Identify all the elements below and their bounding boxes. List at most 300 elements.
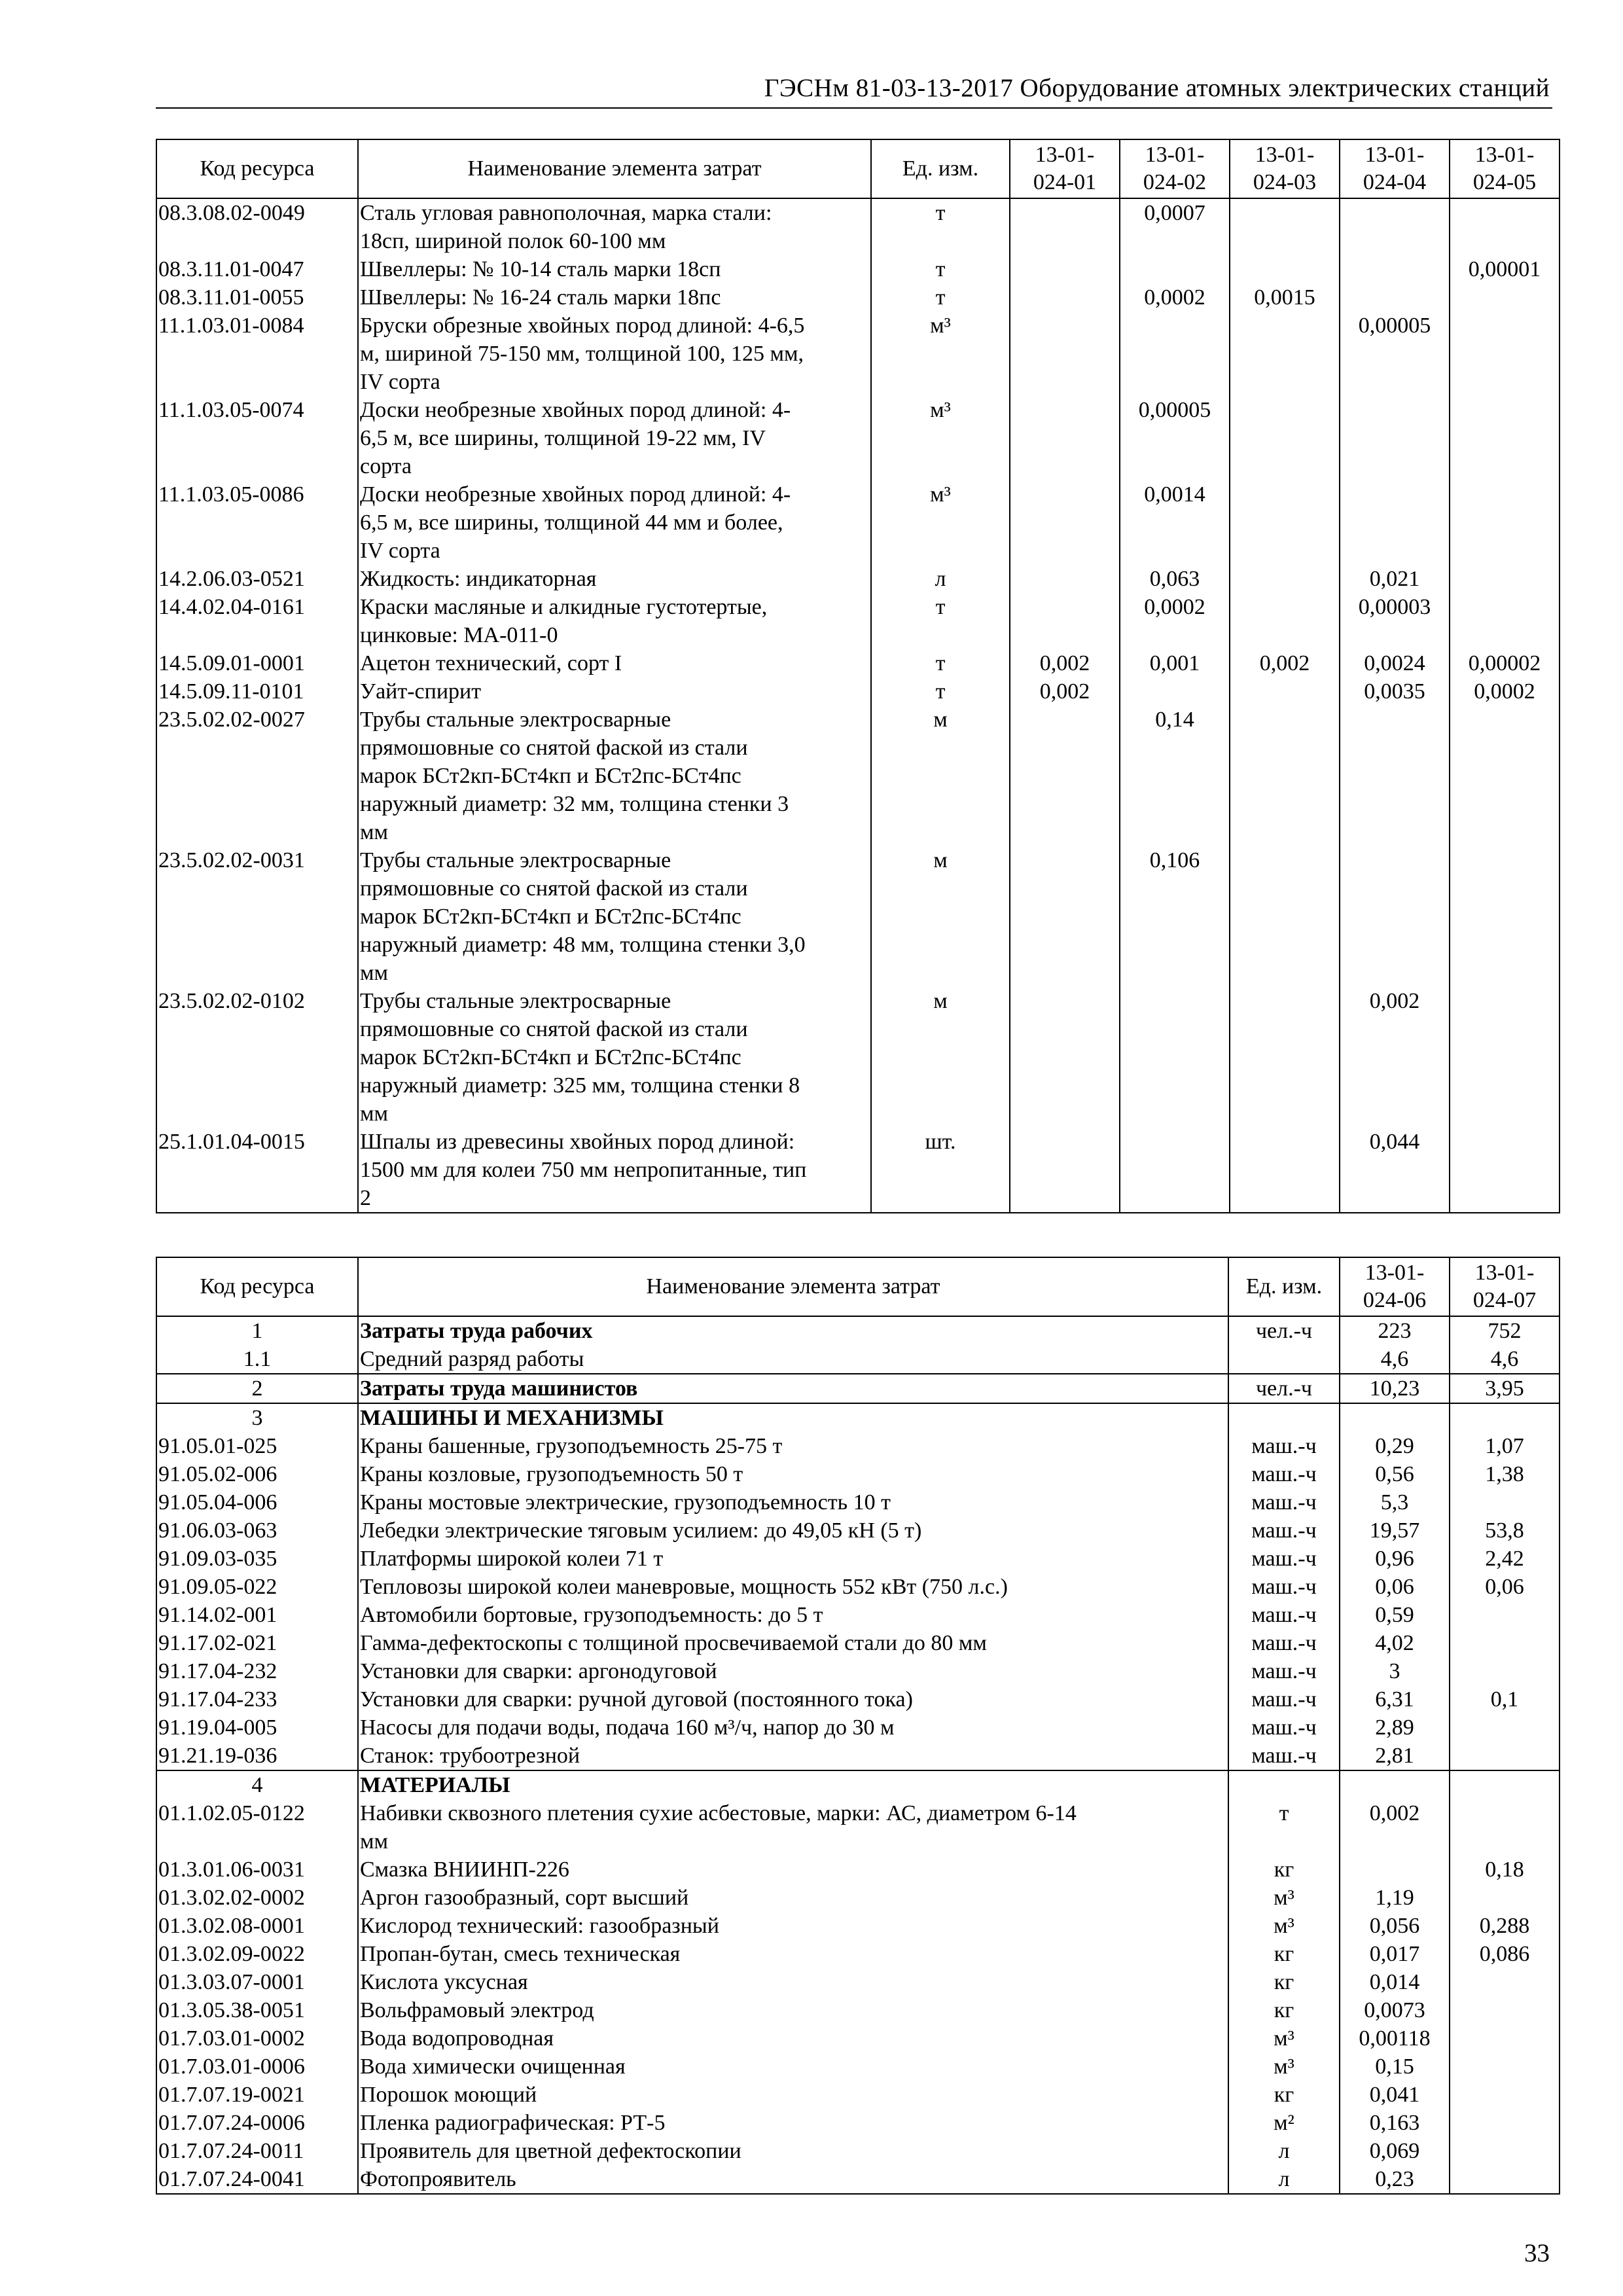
table-row <box>156 396 1560 480</box>
resource-code-cell: 01.7.03.01-0002 <box>156 2024 358 2053</box>
unit-cell: чел.-ч <box>1228 1316 1340 1345</box>
value-cell: 0,056 <box>1340 1912 1450 1940</box>
column-header: 13-01- 024-02 <box>1120 139 1230 198</box>
table-row <box>156 565 1560 593</box>
resource-code-cell: 25.1.01.04-0015 <box>156 1128 358 1213</box>
value-cell <box>1010 846 1120 987</box>
resource-code-cell: 91.17.02-021 <box>156 1629 358 1657</box>
value-cell <box>1010 593 1120 649</box>
unit-cell <box>1228 1403 1340 1432</box>
table-row <box>156 649 1560 677</box>
unit-cell: м² <box>1228 2109 1340 2137</box>
value-cell: 0,002 <box>1010 677 1120 706</box>
value-cell <box>1450 593 1560 649</box>
resource-table-2 <box>156 1257 1560 2195</box>
table-row <box>156 1573 1560 1601</box>
value-cell <box>1450 1770 1560 1799</box>
value-cell: 0,0002 <box>1120 593 1230 649</box>
value-cell <box>1230 846 1340 987</box>
resource-name-cell: Пленка радиографическая: РТ-5 <box>358 2109 1228 2137</box>
resource-code-cell: 91.19.04-005 <box>156 1713 358 1742</box>
resource-code-cell: 14.5.09.01-0001 <box>156 649 358 677</box>
value-cell: 0,002 <box>1340 987 1450 1128</box>
resource-name-cell: Сталь угловая равнополочная, марка стали: 18сп, шириной полок 60-100 мм <box>358 198 871 255</box>
value-cell: 0,017 <box>1340 1940 1450 1968</box>
value-cell: 0,041 <box>1340 2081 1450 2109</box>
value-cell: 3 <box>1340 1657 1450 1685</box>
unit-cell: маш.-ч <box>1228 1657 1340 1685</box>
table-row <box>156 1128 1560 1213</box>
unit-cell: чел.-ч <box>1228 1374 1340 1403</box>
resource-name-cell: Швеллеры: № 10-14 сталь марки 18сп <box>358 255 871 283</box>
value-cell <box>1010 706 1120 846</box>
value-cell: 0,063 <box>1120 565 1230 593</box>
resource-code-cell: 1 <box>156 1316 358 1345</box>
resource-code-cell: 14.2.06.03-0521 <box>156 565 358 593</box>
value-cell: 223 <box>1340 1316 1450 1345</box>
resource-name-cell: Проявитель для цветной дефектоскопии <box>358 2137 1228 2165</box>
table-row <box>156 1545 1560 1573</box>
value-cell <box>1450 1403 1560 1432</box>
unit-cell: м³ <box>871 396 1010 480</box>
value-cell <box>1450 312 1560 396</box>
value-cell <box>1450 198 1560 255</box>
value-cell: 0,288 <box>1450 1912 1560 1940</box>
value-cell <box>1230 987 1340 1128</box>
resource-name-cell: Уайт-спирит <box>358 677 871 706</box>
column-header: Ед. изм. <box>871 139 1010 198</box>
value-cell <box>1230 706 1340 846</box>
value-cell <box>1340 480 1450 565</box>
value-cell <box>1450 565 1560 593</box>
value-cell <box>1010 480 1120 565</box>
resource-name-cell: Бруски обрезные хвойных пород длиной: 4-6,5 м, шириной 75-150 мм, толщиной 100, 125 мм, IV сорта <box>358 312 871 396</box>
value-cell <box>1230 677 1340 706</box>
table-row <box>156 1884 1560 1912</box>
unit-cell: шт. <box>871 1128 1010 1213</box>
resource-name-cell: Краны козловые, грузоподъемность 50 т <box>358 1460 1228 1488</box>
value-cell: 0,59 <box>1340 1601 1450 1629</box>
value-cell: 0,106 <box>1120 846 1230 987</box>
value-cell <box>1450 1601 1560 1629</box>
resource-code-cell: 01.3.02.08-0001 <box>156 1912 358 1940</box>
unit-cell: т <box>871 198 1010 255</box>
value-cell <box>1450 283 1560 312</box>
value-cell <box>1450 1128 1560 1213</box>
table-row <box>156 593 1560 649</box>
value-cell: 0,00118 <box>1340 2024 1450 2053</box>
resource-code-cell: 01.1.02.05-0122 <box>156 1799 358 1856</box>
unit-cell: маш.-ч <box>1228 1516 1340 1545</box>
resource-name-cell: Набивки сквозного плетения сухие асбестовые, марки: АС, диаметром 6-14 мм <box>358 1799 1228 1856</box>
resource-name-cell: Лебедки электрические тяговым усилием: до 49,05 кН (5 т) <box>358 1516 1228 1545</box>
table-row <box>156 1403 1560 1432</box>
resource-name-cell: Установки для сварки: ручной дуговой (постоянного тока) <box>358 1685 1228 1713</box>
value-cell <box>1230 565 1340 593</box>
value-cell: 0,0002 <box>1450 677 1560 706</box>
value-cell: 0,00003 <box>1340 593 1450 649</box>
unit-cell: м <box>871 987 1010 1128</box>
resource-code-cell: 1.1 <box>156 1345 358 1374</box>
header-divider <box>156 107 1552 109</box>
value-cell: 6,31 <box>1340 1685 1450 1713</box>
value-cell <box>1340 198 1450 255</box>
unit-cell: л <box>1228 2137 1340 2165</box>
table-row <box>156 1968 1560 1996</box>
resource-name-cell: Вода водопроводная <box>358 2024 1228 2053</box>
unit-cell: т <box>871 677 1010 706</box>
resource-name-cell: Установки для сварки: аргонодуговой <box>358 1657 1228 1685</box>
value-cell: 0,56 <box>1340 1460 1450 1488</box>
unit-cell: т <box>871 255 1010 283</box>
value-cell: 0,002 <box>1340 1799 1450 1856</box>
table-row <box>156 1432 1560 1460</box>
table-row <box>156 846 1560 987</box>
unit-cell: кг <box>1228 1996 1340 2024</box>
resource-code-cell: 91.17.04-232 <box>156 1657 358 1685</box>
table-row <box>156 1460 1560 1488</box>
value-cell <box>1340 1403 1450 1432</box>
resource-code-cell: 01.3.03.07-0001 <box>156 1968 358 1996</box>
value-cell: 0,002 <box>1230 649 1340 677</box>
resource-name-cell: Средний разряд работы <box>358 1345 1228 1374</box>
table-row <box>156 283 1560 312</box>
value-cell <box>1340 706 1450 846</box>
resource-name-cell: Краны мостовые электрические, грузоподъемность 10 т <box>358 1488 1228 1516</box>
value-cell: 2,89 <box>1340 1713 1450 1742</box>
value-cell <box>1340 283 1450 312</box>
resource-code-cell: 08.3.11.01-0055 <box>156 283 358 312</box>
table-header-row <box>156 139 1560 198</box>
resource-code-cell: 01.7.07.24-0006 <box>156 2109 358 2137</box>
table-row <box>156 677 1560 706</box>
value-cell: 0,00001 <box>1450 255 1560 283</box>
value-cell <box>1010 1128 1120 1213</box>
unit-cell: м³ <box>1228 2024 1340 2053</box>
resource-name-cell: Затраты труда рабочих <box>358 1316 1228 1345</box>
value-cell: 0,96 <box>1340 1545 1450 1573</box>
value-cell: 0,086 <box>1450 1940 1560 1968</box>
value-cell <box>1450 1629 1560 1657</box>
value-cell <box>1120 255 1230 283</box>
value-cell: 0,0002 <box>1120 283 1230 312</box>
resource-name-cell: Затраты труда машинистов <box>358 1374 1228 1403</box>
resource-code-cell: 91.09.05-022 <box>156 1573 358 1601</box>
unit-cell: маш.-ч <box>1228 1713 1340 1742</box>
resource-code-cell: 91.09.03-035 <box>156 1545 358 1573</box>
resource-table-1 <box>156 139 1560 1213</box>
value-cell <box>1450 2165 1560 2194</box>
resource-name-cell: Фотопроявитель <box>358 2165 1228 2194</box>
table-row <box>156 1799 1560 1856</box>
table-row <box>156 1657 1560 1685</box>
unit-cell: кг <box>1228 1856 1340 1884</box>
value-cell: 1,38 <box>1450 1460 1560 1488</box>
resource-name-cell: Доски необрезные хвойных пород длиной: 4- 6,5 м, все ширины, толщиной 44 мм и более, IV сорта <box>358 480 871 565</box>
resource-code-cell: 01.3.02.02-0002 <box>156 1884 358 1912</box>
value-cell: 0,0014 <box>1120 480 1230 565</box>
value-cell: 1,07 <box>1450 1432 1560 1460</box>
resource-name-cell: Вольфрамовый электрод <box>358 1996 1228 2024</box>
value-cell <box>1340 1770 1450 1799</box>
value-cell: 0,001 <box>1120 649 1230 677</box>
unit-cell: маш.-ч <box>1228 1629 1340 1657</box>
value-cell: 2,42 <box>1450 1545 1560 1573</box>
value-cell <box>1120 1128 1230 1213</box>
resource-code-cell: 14.5.09.11-0101 <box>156 677 358 706</box>
unit-cell: маш.-ч <box>1228 1545 1340 1573</box>
page-header-title: ГЭСНм 81-03-13-2017 Оборудование атомных электрических станций <box>764 74 1550 102</box>
table-row <box>156 1996 1560 2024</box>
value-cell: 0,0035 <box>1340 677 1450 706</box>
value-cell <box>1010 396 1120 480</box>
value-cell: 4,6 <box>1340 1345 1450 1374</box>
value-cell: 0,0024 <box>1340 649 1450 677</box>
resource-code-cell: 11.1.03.05-0086 <box>156 480 358 565</box>
resource-code-cell: 11.1.03.05-0074 <box>156 396 358 480</box>
resource-code-cell: 91.05.01-025 <box>156 1432 358 1460</box>
value-cell: 0,163 <box>1340 2109 1450 2137</box>
column-header: Код ресурса <box>156 1257 358 1316</box>
value-cell: 0,069 <box>1340 2137 1450 2165</box>
value-cell <box>1230 255 1340 283</box>
value-cell: 0,15 <box>1340 2053 1450 2081</box>
value-cell: 0,00002 <box>1450 649 1560 677</box>
resource-code-cell: 01.7.07.24-0011 <box>156 2137 358 2165</box>
table-row <box>156 2024 1560 2053</box>
table-row <box>156 1316 1560 1345</box>
resource-name-cell: МАШИНЫ И МЕХАНИЗМЫ <box>358 1403 1228 1432</box>
value-cell <box>1120 677 1230 706</box>
resource-name-cell: Станок: трубоотрезной <box>358 1742 1228 1770</box>
table-row <box>156 1940 1560 1968</box>
resource-name-cell: Жидкость: индикаторная <box>358 565 871 593</box>
resource-code-cell: 91.05.04-006 <box>156 1488 358 1516</box>
unit-cell: кг <box>1228 1968 1340 1996</box>
unit-cell: т <box>871 283 1010 312</box>
value-cell <box>1450 987 1560 1128</box>
value-cell <box>1340 396 1450 480</box>
value-cell <box>1010 198 1120 255</box>
value-cell <box>1230 480 1340 565</box>
unit-cell: кг <box>1228 2081 1340 2109</box>
value-cell <box>1230 396 1340 480</box>
resource-name-cell: Трубы стальные электросварные прямошовные со снятой фаской из стали марок БСт2кп-БСт4кп и БСт2пс-БСт4пс наружный диаметр: 325 мм, толщина стенки 8 мм <box>358 987 871 1128</box>
resource-code-cell: 4 <box>156 1770 358 1799</box>
value-cell <box>1450 846 1560 987</box>
value-cell <box>1340 1856 1450 1884</box>
resource-name-cell: Порошок моющий <box>358 2081 1228 2109</box>
resource-name-cell: Кислота уксусная <box>358 1968 1228 1996</box>
value-cell: 0,00005 <box>1340 312 1450 396</box>
table-row <box>156 2165 1560 2194</box>
value-cell: 0,0007 <box>1120 198 1230 255</box>
value-cell: 4,02 <box>1340 1629 1450 1657</box>
value-cell: 0,014 <box>1340 1968 1450 1996</box>
value-cell <box>1010 565 1120 593</box>
value-cell <box>1450 1488 1560 1516</box>
value-cell: 0,14 <box>1120 706 1230 846</box>
value-cell: 53,8 <box>1450 1516 1560 1545</box>
resource-name-cell: Краски масляные и алкидные густотертые, цинковые: МА-011-0 <box>358 593 871 649</box>
table-row <box>156 2081 1560 2109</box>
unit-cell: маш.-ч <box>1228 1573 1340 1601</box>
unit-cell: м³ <box>1228 1884 1340 1912</box>
resource-code-cell: 91.17.04-233 <box>156 1685 358 1713</box>
unit-cell: маш.-ч <box>1228 1601 1340 1629</box>
value-cell <box>1450 480 1560 565</box>
value-cell: 0,06 <box>1340 1573 1450 1601</box>
value-cell <box>1450 1742 1560 1770</box>
resource-name-cell: Гамма-дефектоскопы с толщиной просвечиваемой стали до 80 мм <box>358 1629 1228 1657</box>
value-cell <box>1230 1128 1340 1213</box>
unit-cell <box>1228 1770 1340 1799</box>
value-cell <box>1450 1799 1560 1856</box>
resource-code-cell: 11.1.03.01-0084 <box>156 312 358 396</box>
resource-code-cell: 91.06.03-063 <box>156 1516 358 1545</box>
value-cell: 0,002 <box>1010 649 1120 677</box>
table-row <box>156 1345 1560 1374</box>
value-cell <box>1340 846 1450 987</box>
resource-name-cell: Смазка ВНИИНП-226 <box>358 1856 1228 1884</box>
resource-name-cell: Аргон газообразный, сорт высший <box>358 1884 1228 1912</box>
unit-cell: л <box>871 565 1010 593</box>
value-cell: 0,06 <box>1450 1573 1560 1601</box>
unit-cell: кг <box>1228 1940 1340 1968</box>
resource-name-cell: Краны башенные, грузоподъемность 25-75 т <box>358 1432 1228 1460</box>
value-cell <box>1450 1657 1560 1685</box>
resource-code-cell: 23.5.02.02-0027 <box>156 706 358 846</box>
value-cell: 752 <box>1450 1316 1560 1345</box>
unit-cell: т <box>871 593 1010 649</box>
value-cell <box>1450 1968 1560 1996</box>
unit-cell: т <box>871 649 1010 677</box>
resource-code-cell: 01.7.07.24-0041 <box>156 2165 358 2194</box>
resource-name-cell: Доски необрезные хвойных пород длиной: 4- 6,5 м, все ширины, толщиной 19-22 мм, IV сорта <box>358 396 871 480</box>
value-cell: 0,1 <box>1450 1685 1560 1713</box>
value-cell: 2,81 <box>1340 1742 1450 1770</box>
resource-name-cell: Автомобили бортовые, грузоподъемность: до 5 т <box>358 1601 1228 1629</box>
table-row <box>156 1856 1560 1884</box>
value-cell <box>1450 706 1560 846</box>
value-cell: 0,18 <box>1450 1856 1560 1884</box>
table-row <box>156 2109 1560 2137</box>
column-header: Наименование элемента затрат <box>358 139 871 198</box>
value-cell: 0,044 <box>1340 1128 1450 1213</box>
table-row <box>156 987 1560 1128</box>
value-cell <box>1010 987 1120 1128</box>
table-row <box>156 1488 1560 1516</box>
resource-code-cell: 23.5.02.02-0102 <box>156 987 358 1128</box>
value-cell: 1,19 <box>1340 1884 1450 1912</box>
value-cell: 0,021 <box>1340 565 1450 593</box>
resource-code-cell: 01.3.05.38-0051 <box>156 1996 358 2024</box>
unit-cell: маш.-ч <box>1228 1685 1340 1713</box>
value-cell <box>1450 2137 1560 2165</box>
resource-name-cell: Трубы стальные электросварные прямошовные со снятой фаской из стали марок БСт2кп-БСт4кп и БСт2пс-БСт4пс наружный диаметр: 32 мм, толщина стенки 3 мм <box>358 706 871 846</box>
value-cell <box>1450 2081 1560 2109</box>
column-header: Код ресурса <box>156 139 358 198</box>
value-cell: 0,0073 <box>1340 1996 1450 2024</box>
value-cell: 10,23 <box>1340 1374 1450 1403</box>
value-cell <box>1230 593 1340 649</box>
resource-code-cell: 01.7.07.19-0021 <box>156 2081 358 2109</box>
unit-cell: м <box>871 706 1010 846</box>
value-cell: 0,29 <box>1340 1432 1450 1460</box>
unit-cell: т <box>1228 1799 1340 1856</box>
table-header-row <box>156 1257 1560 1316</box>
resource-name-cell: Вода химически очищенная <box>358 2053 1228 2081</box>
unit-cell <box>1228 1345 1340 1374</box>
table-row <box>156 1713 1560 1742</box>
unit-cell: маш.-ч <box>1228 1432 1340 1460</box>
unit-cell: м³ <box>1228 1912 1340 1940</box>
value-cell <box>1010 255 1120 283</box>
value-cell: 3,95 <box>1450 1374 1560 1403</box>
table-row <box>156 198 1560 255</box>
table-row <box>156 1912 1560 1940</box>
resource-name-cell: Трубы стальные электросварные прямошовные со снятой фаской из стали марок БСт2кп-БСт4кп и БСт2пс-БСт4пс наружный диаметр: 48 мм, толщина стенки 3,0 мм <box>358 846 871 987</box>
table-row <box>156 2137 1560 2165</box>
resource-code-cell: 08.3.11.01-0047 <box>156 255 358 283</box>
value-cell <box>1230 312 1340 396</box>
value-cell: 5,3 <box>1340 1488 1450 1516</box>
unit-cell: м³ <box>871 480 1010 565</box>
table-row <box>156 1770 1560 1799</box>
table-row <box>156 1374 1560 1403</box>
unit-cell: маш.-ч <box>1228 1460 1340 1488</box>
value-cell <box>1120 987 1230 1128</box>
column-header: 13-01- 024-05 <box>1450 139 1560 198</box>
column-header: 13-01- 024-03 <box>1230 139 1340 198</box>
table-row <box>156 2053 1560 2081</box>
resource-name-cell: Платформы широкой колеи 71 т <box>358 1545 1228 1573</box>
resource-name-cell: Тепловозы широкой колеи маневровые, мощность 552 кВт (750 л.с.) <box>358 1573 1228 1601</box>
value-cell <box>1340 255 1450 283</box>
unit-cell: маш.-ч <box>1228 1742 1340 1770</box>
resource-code-cell: 2 <box>156 1374 358 1403</box>
unit-cell: маш.-ч <box>1228 1488 1340 1516</box>
column-header: 13-01- 024-06 <box>1340 1257 1450 1316</box>
resource-code-cell: 91.21.19-036 <box>156 1742 358 1770</box>
resource-code-cell: 08.3.08.02-0049 <box>156 198 358 255</box>
value-cell <box>1450 1996 1560 2024</box>
value-cell: 0,00005 <box>1120 396 1230 480</box>
resource-code-cell: 01.3.02.09-0022 <box>156 1940 358 1968</box>
value-cell: 19,57 <box>1340 1516 1450 1545</box>
page-number: 33 <box>1524 2239 1550 2267</box>
unit-cell: м³ <box>871 312 1010 396</box>
unit-cell: м³ <box>1228 2053 1340 2081</box>
value-cell <box>1450 2024 1560 2053</box>
resource-name-cell: Шпалы из древесины хвойных пород длиной: 1500 мм для колеи 750 мм непропитанные, тип 2 <box>358 1128 871 1213</box>
table-row <box>156 1685 1560 1713</box>
value-cell <box>1450 1713 1560 1742</box>
unit-cell: м <box>871 846 1010 987</box>
table-row <box>156 255 1560 283</box>
resource-name-cell: Швеллеры: № 16-24 сталь марки 18пс <box>358 283 871 312</box>
table-row <box>156 706 1560 846</box>
value-cell <box>1450 1884 1560 1912</box>
value-cell <box>1120 312 1230 396</box>
column-header: 13-01- 024-07 <box>1450 1257 1560 1316</box>
column-header: 13-01- 024-01 <box>1010 139 1120 198</box>
table-row <box>156 480 1560 565</box>
value-cell: 4,6 <box>1450 1345 1560 1374</box>
resource-name-cell: Ацетон технический, сорт I <box>358 649 871 677</box>
resource-code-cell: 91.14.02-001 <box>156 1601 358 1629</box>
unit-cell: л <box>1228 2165 1340 2194</box>
